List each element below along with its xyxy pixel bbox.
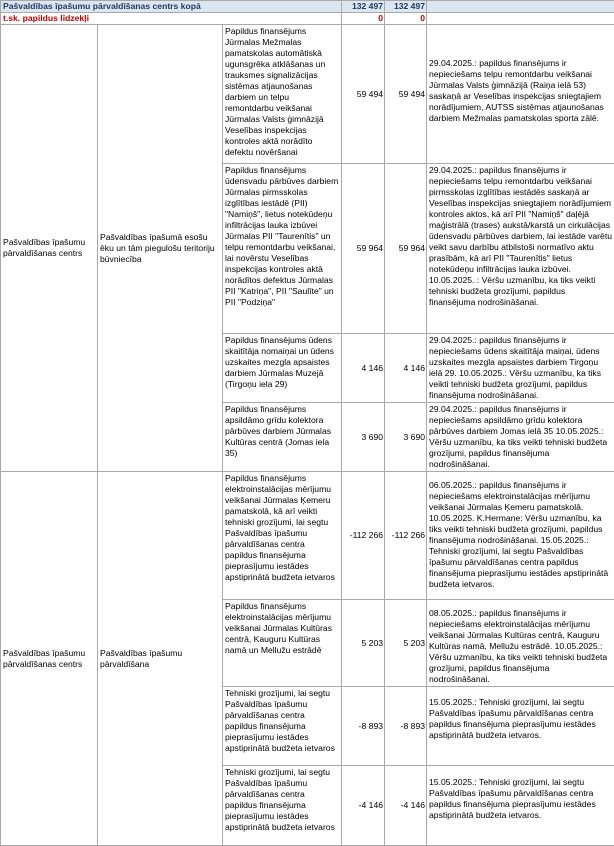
- description-cell: Papildus finansējums elektroinstalācijas mērījumu veikšanai Jūrmalas Ķemeru pamatskolā, kā arī veikti tehniski grozījumi, lai segtu Pašvaldības īpašumu pārvaldīšanas centra papildus finansējuma pieprasījumu iestādes apstiprinātā budžeta ietvaros: [223, 472, 342, 600]
- note-cell: 29.04.2025.: papildus finansējums ir nepieciešams ūdens skaitītāja maiņai, ūdens uzskaites mezgla apsaistes darbiem Tirgoņu ielā 29. 10.05.2025.: Vēršu uzmanību, ka tiks veikti tehniski budžeta grozījumi, papildus finansējuma nodrošināšanai.: [427, 334, 614, 403]
- amount-2-cell: -112 266: [385, 472, 427, 600]
- amount-1-cell: 5 203: [342, 600, 385, 687]
- additional-funds-label: t.sk. papildus līdzekļi: [1, 13, 342, 25]
- total-value-2: 132 497: [385, 1, 427, 13]
- amount-1-cell: 4 146: [342, 334, 385, 403]
- amount-2-cell: -4 146: [385, 766, 427, 846]
- note-cell: 08.05.2025.: papildus finansējums ir nepieciešams elektroinstalācijas mērījumu veikšanai Jūrmalas Kultūras centrā, Kauguru Kultūras namā, Mellužu estrādē. 10.05.2025.: Vēršu uzmanību, ka tiks veikti tehniski budžeta grozījumi, papildus finansējuma nodrošināšanai.: [427, 600, 614, 687]
- total-value-1: 132 497: [342, 1, 385, 13]
- amount-1-cell: 59 964: [342, 164, 385, 334]
- description-cell: Papildus finansējums ūdensvadu pārbūves darbiem Jūrmalas pirmsskolas izglītības iestādē (PII) "Namiņš", lietus notekūdeņu infiltrācijas lauka izbūvei Jūrmalas PII "Taurenītis" un telpu remontdarbu veikšanai, lai novērstu Veselības inspekcijas kontroles aktā norādītos defektus Jūrmalas PII "Katriņa", PII "Saulīte" un PII "Podziņa": [223, 164, 342, 334]
- additional-funds-note-empty: [427, 13, 614, 25]
- total-row: [1, 1, 614, 13]
- description-cell: Papildus finansējums ūdens skaitītāja nomaiņai un ūdens uzskaites mezgla apsaistes darbiem Jūrmalas Muzejā (Tirgoņu iela 29): [223, 334, 342, 403]
- description-cell: Tehniski grozījumi, lai segtu Pašvaldības īpašumu pārvaldīšanas centra papildus finansējuma pieprasījumu iestādes apstiprinātā budžeta ietvaros: [223, 766, 342, 846]
- amount-2-cell: 3 690: [385, 403, 427, 472]
- program-cell: Pašvaldības īpašumā esošu ēku un tām piegulošu teritoriju būvniecība: [98, 25, 223, 472]
- institution-cell: Pašvaldības īpašumu pārvaldīšanas centrs: [1, 25, 98, 472]
- additional-funds-value-2: 0: [385, 13, 427, 25]
- table-row: [1, 472, 614, 600]
- additional-funds-value-1: 0: [342, 13, 385, 25]
- amount-1-cell: 59 494: [342, 25, 385, 164]
- note-cell: 29.04.2025.: papildus finansējums ir nepieciešams apsildāmo grīdu kolektora pārbūves darbiem Jomas ielā 35 10.05.2025.: Vēršu uzmanību, ka tiks veikti tehniski budžeta grozījumi, papildus finansējuma nodrošināšanai.: [427, 403, 614, 472]
- description-cell: Papildus finansējums Jūrmalas Mežmalas pamatskolas automātiskā ugunsgrēka atklāšanas un trauksmes signalizācijas sistēmas atjaunošanas darbiem un telpu remontdarbu veikšanai Jūrmalas Valsts ģimnāzijā Veselības inspekcijas kontroles aktā norādīto defektu novēršanai: [223, 25, 342, 164]
- amount-2-cell: 4 146: [385, 334, 427, 403]
- amount-1-cell: -112 266: [342, 472, 385, 600]
- note-cell: 29.04.2025.: papildus finansējums ir nepieciešams telpu remontdarbu veikšanai Jūrmalas Valsts ģimnāzijā (Raiņa ielā 53) saskaņā ar Veselības inspekcijas sniegtajiem norādījumiem, AUTSS sistēmas atjaunošanas darbiem Mežmalas pamatskolas sporta zālē.: [427, 25, 614, 164]
- table-row: [1, 25, 614, 164]
- description-cell: Papildus finansējums elektroinstalācijas mērījumu veikšanai Jūrmalas Kultūras centrā, Kauguru Kultūras namā un Mellužu estrādē: [223, 600, 342, 687]
- description-cell: Papildus finansējums apsildāmo grīdu kolektora pārbūves darbiem Jūrmalas Kultūras centrā (Jomas iela 35): [223, 403, 342, 472]
- amount-2-cell: -8 893: [385, 687, 427, 766]
- amount-1-cell: -8 893: [342, 687, 385, 766]
- note-cell: 29.04.2025.: papildus finansējums ir nepieciešams telpu remontdarbu veikšanai pirmsskolas izglītības iestādēs saskaņā ar Veselības inspekcijas sniegtajiem norādījumiem kontroles aktos, kā arī PII "Namiņš" daļējā maģistrālā (trases) aukstā/karstā un cirkulācijas ūdensvadu pārbūves darbiem, lai iestāde varētu veikt savu darbību atbilstoši normatīvo aktu prasībām, kā arī PII "Taurenītis" lietus notekūdeņu infiltrācijas lauka izbūvei. 10.05.2025. : Vēršu uzmanību, ka tiks veikti tehniski budžeta grozījumi, papildus finansējuma nodrošināšanai.: [427, 164, 614, 334]
- institution-cell: Pašvaldības īpašumu pārvaldīšanas centrs: [1, 472, 98, 846]
- amount-1-cell: -4 146: [342, 766, 385, 846]
- description-cell: Tehniski grozījumi, lai segtu Pašvaldības īpašumu pārvaldīšanas centra papildus finansējuma pieprasījumu iestādes apstiprinātā budžeta ietvaros: [223, 687, 342, 766]
- program-cell: Pašvaldības īpašumu pārvaldīšana: [98, 472, 223, 846]
- note-cell: 15.05.2025.: Tehniski grozījumi, lai segtu Pašvaldības īpašumu pārvaldīšanas centra papildus finansējuma pieprasījumu iestādes apstiprinātā budžeta ietvaros.: [427, 766, 614, 846]
- total-note-empty: [427, 1, 614, 13]
- amount-2-cell: 59 964: [385, 164, 427, 334]
- amount-2-cell: 59 494: [385, 25, 427, 164]
- additional-funds-row: [1, 13, 614, 25]
- note-cell: 15.05.2025.: Tehniski grozījumi, lai segtu Pašvaldības īpašumu pārvaldīšanas centra papildus finansējuma pieprasījumu iestādes apstiprinātā budžeta ietvaros.: [427, 687, 614, 766]
- amount-1-cell: 3 690: [342, 403, 385, 472]
- amount-2-cell: 5 203: [385, 600, 427, 687]
- total-title: Pašvaldības īpašumu pārvaldīšanas centrs kopā: [1, 1, 342, 13]
- note-cell: 06.05.2025.: papildus finansējums ir nepieciešams elektroinstalācijas mērījumu veikšanai Jūrmalas Ķemeru pamatskolā. 10.05.2025. K.Hermane: Vēršu uzmanību, ka tiks veikti tehniski budžeta grozījumi, papildus finansējuma nodrošināšanai. 15.05.2025.: Tehniski grozījumi, lai segtu Pašvaldības īpašumu pārvaldīšanas centra papildus finansējuma pieprasījumu iestādes apstiprinātā budžeta ietvaros.: [427, 472, 614, 600]
